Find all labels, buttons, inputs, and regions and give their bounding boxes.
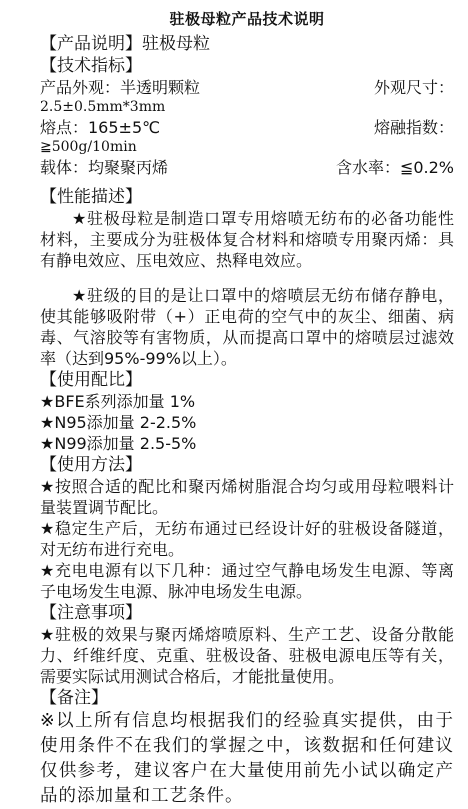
appearance-text: 产品外观：半透明颗粒: [40, 78, 201, 97]
performance-heading: 【性能描述】: [40, 187, 142, 207]
ratio-item-n95: ★N95添加量 2-2.5%: [40, 413, 197, 432]
remark-text: ※以上所有信息均根据我们的经验真实提供，由于使用条件不在我们的掌握之中，该数据和任何建议仅供参考，建议客户在大量使用前先小试以确定产品的添加量和工艺条件。: [40, 711, 454, 806]
performance-paragraph-2: ★驻级的目的是让口罩中的熔喷层无纺布储存静电，使其能够吸附带（+）正电荷的空气中的灰尘、细菌、病毒、气溶胶等有害物质，从而提高口罩中的熔喷层过滤效率（达到95%-99%以上）。: [40, 286, 454, 368]
carrier-row: [40, 157, 454, 178]
product-heading: 【产品说明】驻极母粒: [40, 34, 210, 54]
ratio-item-bfe: ★BFE系列添加量 1%: [40, 392, 196, 411]
caution-heading: 【注意事项】: [40, 603, 142, 623]
performance-paragraph-1: ★驻极母粒是制造口罩专用熔喷无纺布的必备功能性材料，主要成分为驻极体复合材料和熔喷专用聚丙烯：具有静电效应、压电效应、热释电效应。: [40, 209, 454, 270]
method-item-charging: ★稳定生产后，无纺布通过已经设计好的驻极设备隧道，对无纺布进行充电。: [40, 519, 454, 559]
method-heading: 【使用方法】: [40, 455, 142, 475]
size-value: 2.5±0.5mm*3mm: [40, 99, 166, 115]
melting-point: 熔点：165±5℃: [40, 118, 161, 137]
melt-index-label: 熔融指数：: [373, 118, 454, 137]
size-label: 外观尺寸：: [373, 78, 454, 97]
moisture-text: 含水率：≦0.2%: [335, 158, 454, 177]
ratio-item-n99: ★N99添加量 2.5-5%: [40, 434, 197, 453]
melt-index-value: ≧500g/10min: [40, 139, 137, 155]
ratio-heading: 【使用配比】: [40, 370, 142, 390]
tech-heading: 【技术指标】: [40, 56, 142, 76]
caution-text: ★驻极的效果与聚丙烯熔喷原料、生产工艺、设备分散能力、纤维纤度、克重、驻极设备、驻极电源电压等有关，需要实际试用测试合格后，才能批量使用。: [40, 625, 454, 686]
melting-row: [40, 117, 454, 138]
remark-heading: 【备注】: [40, 688, 108, 708]
carrier-text: 载体：均聚聚丙烯: [40, 158, 169, 177]
appearance-row: [40, 77, 454, 98]
method-item-power: ★充电电源有以下几种：通过空气静电场发生电源、等离子电场发生电源、脉冲电场发生电源。: [40, 561, 454, 601]
document-title: 驻极母粒产品技术说明: [169, 10, 325, 28]
method-item-mixing: ★按照合适的配比和聚丙烯树脂混合均匀或用母粒喂料计量装置调节配比。: [40, 477, 454, 517]
